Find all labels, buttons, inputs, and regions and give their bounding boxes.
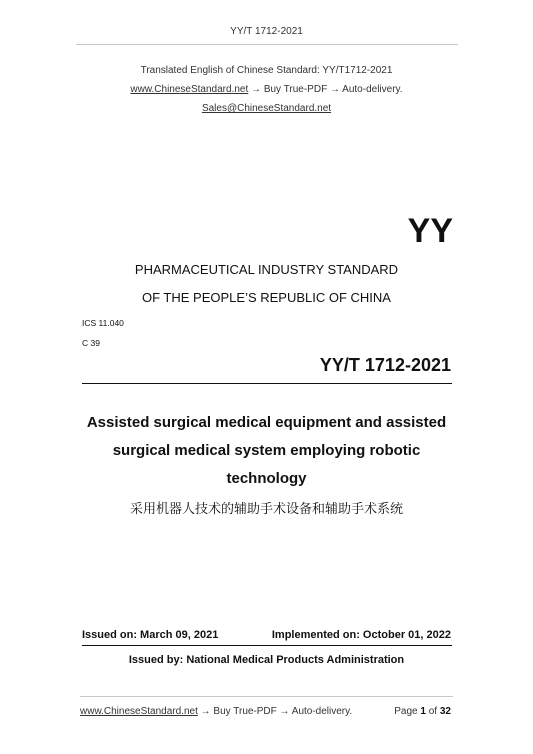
title-line-3: technology <box>226 470 307 487</box>
footer-divider <box>80 696 453 697</box>
header-divider <box>76 44 458 45</box>
issue-divider <box>82 645 452 646</box>
running-header: YY/T 1712-2021 <box>230 26 303 37</box>
page-total: 32 <box>439 706 451 717</box>
standard-mark: YY <box>407 212 453 250</box>
category-line-2: OF THE PEOPLE’S REPUBLIC OF CHINA <box>142 290 391 305</box>
translation-notice: Translated English of Chinese Standard: YY/T1712-2021 <box>140 65 393 76</box>
purchase-line <box>0 84 533 95</box>
category-line-1: PHARMACEUTICAL INDUSTRY STANDARD <box>134 262 399 277</box>
ics-code: ICS 11.040 <box>82 318 124 328</box>
purchase-text: → Buy True-PDF → Auto-delivery. <box>248 84 403 95</box>
footer-purchase-text: → Buy True-PDF → Auto-delivery. <box>197 706 353 717</box>
of-label: of <box>428 706 438 717</box>
issuing-authority: Issued by: National Medical Products Administration <box>128 654 405 666</box>
email-line <box>0 103 533 114</box>
title-line-1: Assisted surgical medical equipment and assisted <box>86 414 447 431</box>
title-divider <box>82 383 452 384</box>
page-number: 1 <box>420 706 426 717</box>
title-line-2: surgical medical system employing robotic <box>112 442 421 459</box>
page-indicator <box>394 706 451 717</box>
issued-date: Issued on: March 09, 2021 <box>82 629 219 641</box>
site-link[interactable]: www.ChineseStandard.net <box>130 84 249 95</box>
email-link[interactable]: Sales@ChineseStandard.net <box>201 103 332 114</box>
title-chinese: 采用机器人技术的辅助手术设备和辅助手术系统 <box>129 502 403 517</box>
page-label: Page <box>394 706 418 717</box>
footer-purchase <box>80 706 352 717</box>
footer-site-link[interactable]: www.ChineseStandard.net <box>80 706 198 717</box>
ccs-code: C 39 <box>82 338 100 348</box>
standard-number: YY/T 1712-2021 <box>319 355 451 375</box>
implemented-date: Implemented on: October 01, 2022 <box>271 629 451 641</box>
